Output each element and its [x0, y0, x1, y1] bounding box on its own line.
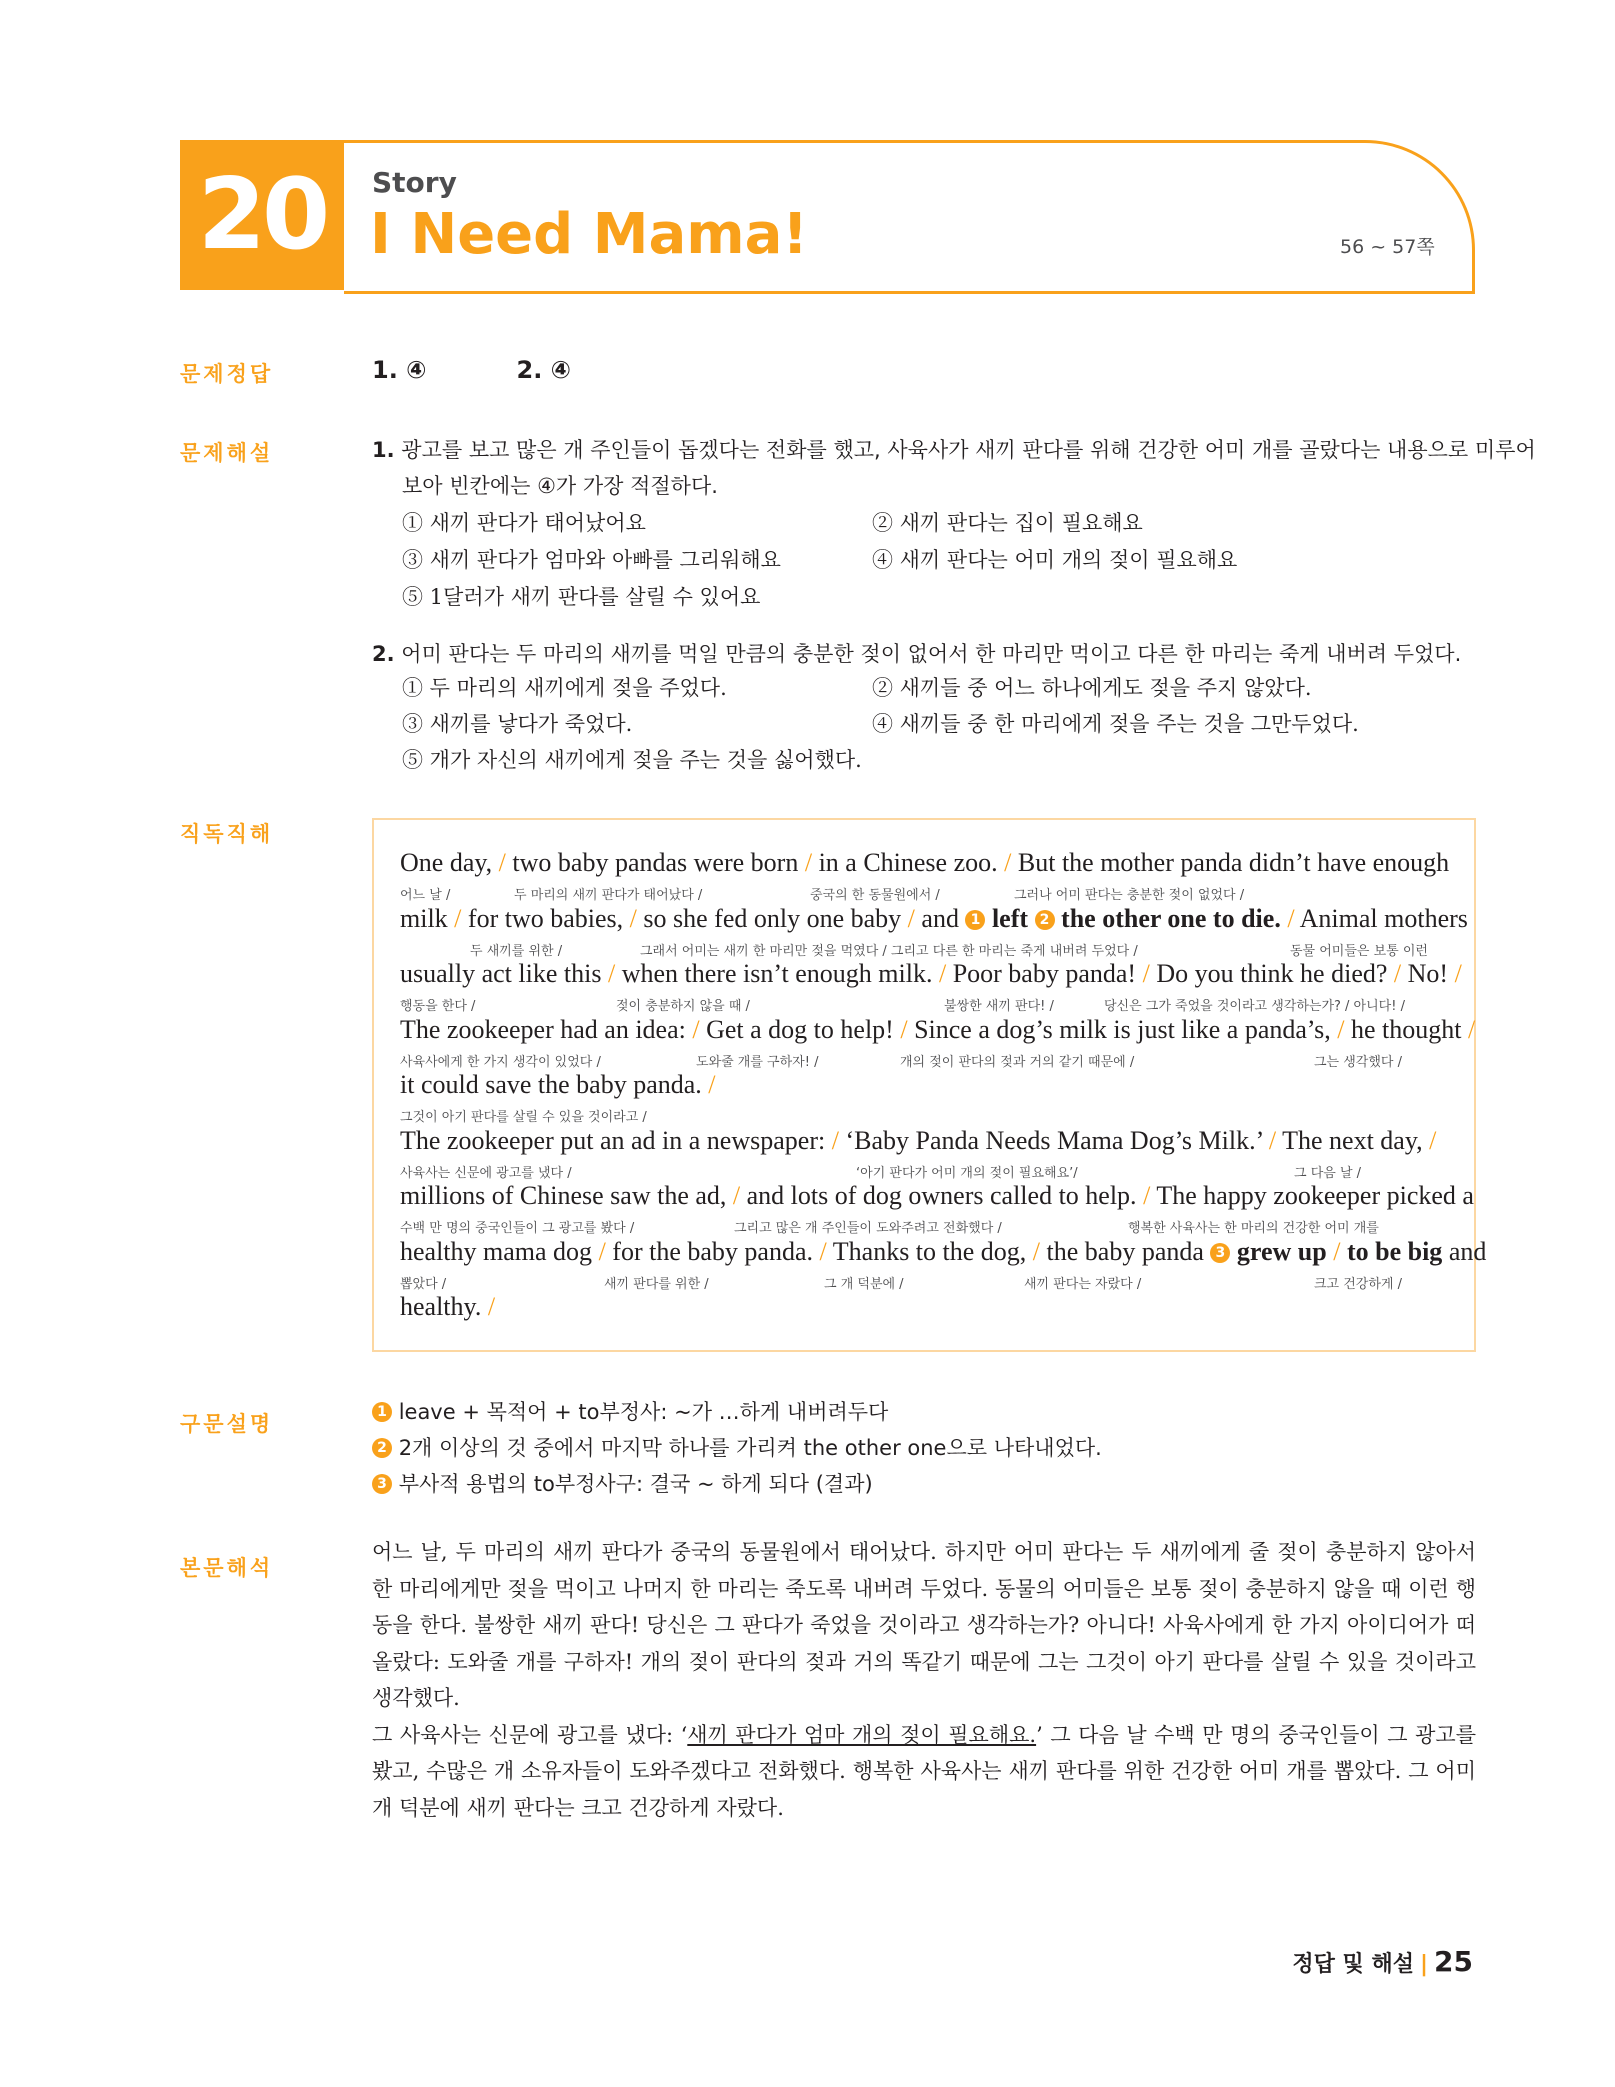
q1-option-1: ① 새끼 판다가 태어났어요 [402, 511, 646, 535]
reading-en-line-7 [400, 1181, 1474, 1211]
slash: / [1467, 1015, 1476, 1044]
gloss: 뽑았다 / [400, 1277, 447, 1292]
reading-en-line-6 [400, 1126, 1436, 1156]
slash: / [629, 904, 637, 933]
gloss: 새끼 판다를 위한 / [604, 1277, 709, 1292]
gloss: 그는 생각했다 / [1314, 1055, 1402, 1070]
category-label: Story [372, 166, 457, 199]
q2-option-3: ③ 새끼를 낳다가 죽었다. [402, 712, 633, 736]
slash: / [938, 959, 947, 988]
chunk: The happy zookeeper picked a [1156, 1181, 1474, 1210]
translation-text: ’ 그 다음 날 수백 만 명의 중국인들이 그 광고를 봤고, 수많은 개 소유자들이 도와주겠다고 전화했다. 행복한 사육사는 새끼 판다를 위한 건강한 어미 개를 뽑았다. 그 어미 개 덕분에 새끼 판다는 크고 건강하게 자랐다. [372, 1722, 1476, 1820]
chunk: The next day, [1282, 1126, 1423, 1155]
slash: / [1143, 1181, 1151, 1210]
q2-option-1: ① 두 마리의 새끼에게 젖을 주었다. [402, 676, 727, 700]
gloss: 그래서 어미는 새끼 한 마리만 젖을 먹였다 / 그리고 다른 한 마리는 죽게 내버려 두었다 / [640, 944, 1138, 959]
q1-option-2: ② 새끼 판다는 집이 필요해요 [872, 511, 1143, 535]
slash: / [819, 1237, 827, 1266]
reading-en-line-9 [400, 1292, 495, 1322]
chunk: and [921, 904, 959, 933]
lesson-number: 20 [197, 158, 327, 272]
gloss: 새끼 판다는 자랐다 / [1024, 1277, 1142, 1292]
grammar-note-text: 부사적 용법의 to부정사구: 결국 ~ 하게 되다 (결과) [398, 1472, 873, 1496]
gloss: 그 다음 날 / [1294, 1166, 1362, 1181]
marker-3-icon: 3 [372, 1474, 392, 1494]
marker-2-icon: 2 [372, 1438, 392, 1458]
chunk: to be big [1346, 1237, 1443, 1266]
chunk: the baby panda [1046, 1237, 1204, 1266]
slash: / [1454, 959, 1462, 988]
reading-en-line-1 [400, 848, 1449, 878]
page-reference: 56 ~ 57쪽 [1340, 236, 1435, 258]
slash: / [708, 1070, 716, 1099]
chunk: But the mother panda didn’t have enough [1017, 848, 1450, 877]
slash: / [907, 904, 915, 933]
gloss: 행동을 한다 / [400, 999, 476, 1014]
reading-en-line-8 [400, 1237, 1486, 1267]
chunk: usually act like this [400, 959, 602, 988]
translation-underlined: 새끼 판다가 엄마 개의 젖이 필요해요. [687, 1722, 1037, 1747]
section-label-translation: 본문해석 [180, 1556, 274, 1580]
gloss: 행복한 사육사는 한 마리의 건강한 어미 개를 [1128, 1221, 1379, 1236]
chunk: One day, [400, 848, 493, 877]
slash: / [598, 1237, 606, 1266]
translation-body [372, 1534, 1476, 1826]
q1-text-line1: 광고를 보고 많은 개 주인들이 돕겠다는 전화를 했고, 사육사가 새끼 판다를 위해 건강한 어미 개를 골랐다는 내용으로 미루어 [401, 438, 1536, 462]
chunk: healthy mama dog [400, 1237, 593, 1266]
marker-2-icon: 2 [1035, 910, 1055, 930]
grammar-note-1 [372, 1396, 888, 1426]
slash: / [498, 848, 506, 877]
chunk: in a Chinese zoo. [818, 848, 998, 877]
gloss: 두 새끼를 위한 / [470, 944, 563, 959]
marker-3-icon: 3 [1210, 1243, 1230, 1263]
gloss: 젖이 충분하지 않을 때 / [616, 999, 750, 1014]
section-label-answers: 문제정답 [180, 362, 274, 386]
slash: / [1004, 848, 1012, 877]
gloss: 동물 어미들은 보통 이런 [1290, 944, 1428, 959]
slash: / [804, 848, 813, 877]
slash: / [487, 1292, 496, 1321]
lesson-number-box [180, 140, 344, 290]
slash: / [454, 904, 462, 933]
grammar-note-3 [372, 1468, 873, 1498]
chunk: milk [400, 904, 448, 933]
grammar-note-2 [372, 1432, 1102, 1462]
chunk: the other one to die. [1061, 904, 1281, 933]
gloss: 사육사는 신문에 광고를 냈다 / [400, 1166, 572, 1181]
gloss: 수백 만 명의 중국인들이 그 광고를 봤다 / [400, 1221, 635, 1236]
chunk: so she fed only one baby [643, 904, 902, 933]
reading-box [372, 818, 1487, 1352]
gloss: 당신은 그가 죽었을 것이라고 생각하는가? / 아니다! / [1104, 999, 1405, 1014]
slash: / [1337, 1015, 1345, 1044]
q2-number: 2. [372, 642, 395, 666]
chunk: healthy. [400, 1292, 482, 1321]
chunk: for the baby panda. [612, 1237, 813, 1266]
translation-text: 그 사육사는 신문에 광고를 냈다: ‘ [372, 1722, 688, 1747]
gloss: 도와줄 개를 구하자! / [696, 1055, 819, 1070]
grammar-note-text: leave + 목적어 + to부정사: ~가 …하게 내버려두다 [398, 1400, 889, 1424]
chunk: when there isn’t enough milk. [621, 959, 933, 988]
gloss: 그것이 아기 판다를 살릴 수 있을 것이라고 / [400, 1110, 647, 1125]
explanation-q1-line1 [372, 432, 1536, 468]
answer-1: 1. ④ [372, 356, 427, 384]
reading-en-line-5 [400, 1070, 716, 1100]
gloss: 사육사에게 한 가지 생각이 있었다 / [400, 1055, 601, 1070]
chunk: Animal mothers [1299, 904, 1468, 933]
chunk: grew up [1236, 1237, 1327, 1266]
chunk: Do you think he died? [1156, 959, 1388, 988]
slash: / [1429, 1126, 1437, 1155]
gloss: 개의 젖이 판다의 젖과 거의 같기 때문에 / [900, 1055, 1135, 1070]
slash: / [607, 959, 616, 988]
q2-text-line1: 어미 판다는 두 마리의 새끼를 먹일 만큼의 충분한 젖이 없어서 한 마리만 먹이고 다른 한 마리는 죽게 내버려 두었다. [401, 642, 1462, 666]
footer-divider: | [1419, 1952, 1429, 1977]
slash: / [1333, 1237, 1341, 1266]
chunk: Poor baby panda! [952, 959, 1137, 988]
slash: / [1287, 904, 1295, 933]
q2-option-5: ⑤ 개가 자신의 새끼에게 젖을 주는 것을 싫어했다. [402, 748, 862, 772]
reading-en-line-3 [400, 959, 1462, 989]
chunk: and lots of dog owners called to help. [746, 1181, 1137, 1210]
q1-number: 1. [372, 438, 395, 462]
lesson-header [180, 140, 1475, 290]
translation-paragraph-2 [372, 1717, 1476, 1827]
chunk: two baby pandas were born [512, 848, 799, 877]
gloss: 불쌍한 새끼 판다! / [944, 999, 1054, 1014]
chunk: No! [1407, 959, 1449, 988]
lesson-title: I Need Mama! [370, 202, 808, 267]
q1-option-4: ④ 새끼 판다는 어미 개의 젖이 필요해요 [872, 548, 1238, 572]
slash: / [732, 1181, 741, 1210]
gloss: 중국의 한 동물원에서 / [810, 888, 940, 903]
explanation-q2-line1 [372, 636, 1461, 672]
gloss: 어느 날 / [400, 888, 451, 903]
slash: / [1393, 959, 1402, 988]
section-label-grammar: 구문설명 [180, 1412, 274, 1436]
gloss: ‘아기 판다가 어미 개의 젖이 필요해요’/ [856, 1166, 1078, 1181]
reading-en-line-2 [400, 904, 1468, 934]
page-number: 25 [1434, 1945, 1473, 1978]
gloss: 그 개 덕분에 / [824, 1277, 904, 1292]
footer-label: 정답 및 해설 [1292, 1952, 1414, 1977]
chunk: Since a dog’s milk is just like a panda’s, [914, 1015, 1331, 1044]
marker-1-icon: 1 [965, 910, 985, 930]
gloss: 그리고 많은 개 주인들이 도와주려고 전화했다 / [734, 1221, 1002, 1236]
grammar-note-text: 2개 이상의 것 중에서 마지막 하나를 가리켜 the other one으로 나타내었다. [398, 1436, 1102, 1460]
slash: / [1032, 1237, 1041, 1266]
chunk: and [1448, 1237, 1487, 1266]
slash: / [1268, 1126, 1277, 1155]
q1-option-3: ③ 새끼 판다가 엄마와 아빠를 그리워해요 [402, 548, 781, 572]
chunk: millions of Chinese saw the ad, [400, 1181, 727, 1210]
slash: / [900, 1015, 908, 1044]
chunk: left [991, 904, 1029, 933]
chunk: Get a dog to help! [706, 1015, 894, 1044]
translation-paragraph-1: 어느 날, 두 마리의 새끼 판다가 중국의 동물원에서 태어났다. 하지만 어미 판다는 두 새끼에게 줄 젖이 충분하지 않아서 한 마리에게만 젖을 먹이고 나머지 한 마리는 죽도록 내버려 두었다. 동물의 어미들은 보통 젖이 충분하지 않을 때 이런 행동을 한다. 불쌍한 새끼 판다! 당신은 그 판다가 죽었을 것이라고 생각하는가? 아니다! 사육사에게 한 가지 아이디어가 떠올랐다: 도와줄 개를 구하자! 개의 젖이 판다의 젖과 거의 똑같기 때문에 그는 그것이 아기 판다를 살릴 수 있을 것이라고 생각했다. [372, 1540, 1476, 1710]
chunk: The zookeeper put an ad in a newspaper: [400, 1126, 826, 1155]
chunk: it could save the baby panda. [400, 1070, 702, 1099]
chunk: ‘Baby Panda Needs Mama Dog’s Milk.’ [845, 1126, 1263, 1155]
slash: / [831, 1126, 839, 1155]
explanation-q1-line2: 보아 빈칸에는 ④가 가장 적절하다. [402, 474, 718, 498]
chunk: he thought [1350, 1015, 1462, 1044]
q1-option-5: ⑤ 1달러가 새끼 판다를 살릴 수 있어요 [402, 585, 761, 609]
q2-option-2: ② 새끼들 중 어느 하나에게도 젖을 주지 않았다. [872, 676, 1312, 700]
q2-option-4: ④ 새끼들 중 한 마리에게 젖을 주는 것을 그만두었다. [872, 712, 1359, 736]
section-label-reading: 직독직해 [180, 822, 274, 846]
gloss: 두 마리의 새끼 판다가 태어났다 / [514, 888, 703, 903]
reading-en-line-4 [400, 1015, 1475, 1045]
chunk: The zookeeper had an idea: [400, 1015, 686, 1044]
page-footer [1292, 1945, 1473, 1978]
slash: / [692, 1015, 700, 1044]
section-label-explanation: 문제해설 [180, 441, 274, 465]
gloss: 그러나 어미 판다는 충분한 젖이 없었다 / [1014, 888, 1245, 903]
chunk: Thanks to the dog, [832, 1237, 1027, 1266]
slash: / [1142, 959, 1150, 988]
answer-list [372, 356, 661, 384]
chunk: for two babies, [467, 904, 624, 933]
marker-1-icon: 1 [372, 1402, 392, 1422]
gloss: 크고 건강하게 / [1314, 1277, 1402, 1292]
answer-2: 2. ④ [516, 356, 571, 384]
